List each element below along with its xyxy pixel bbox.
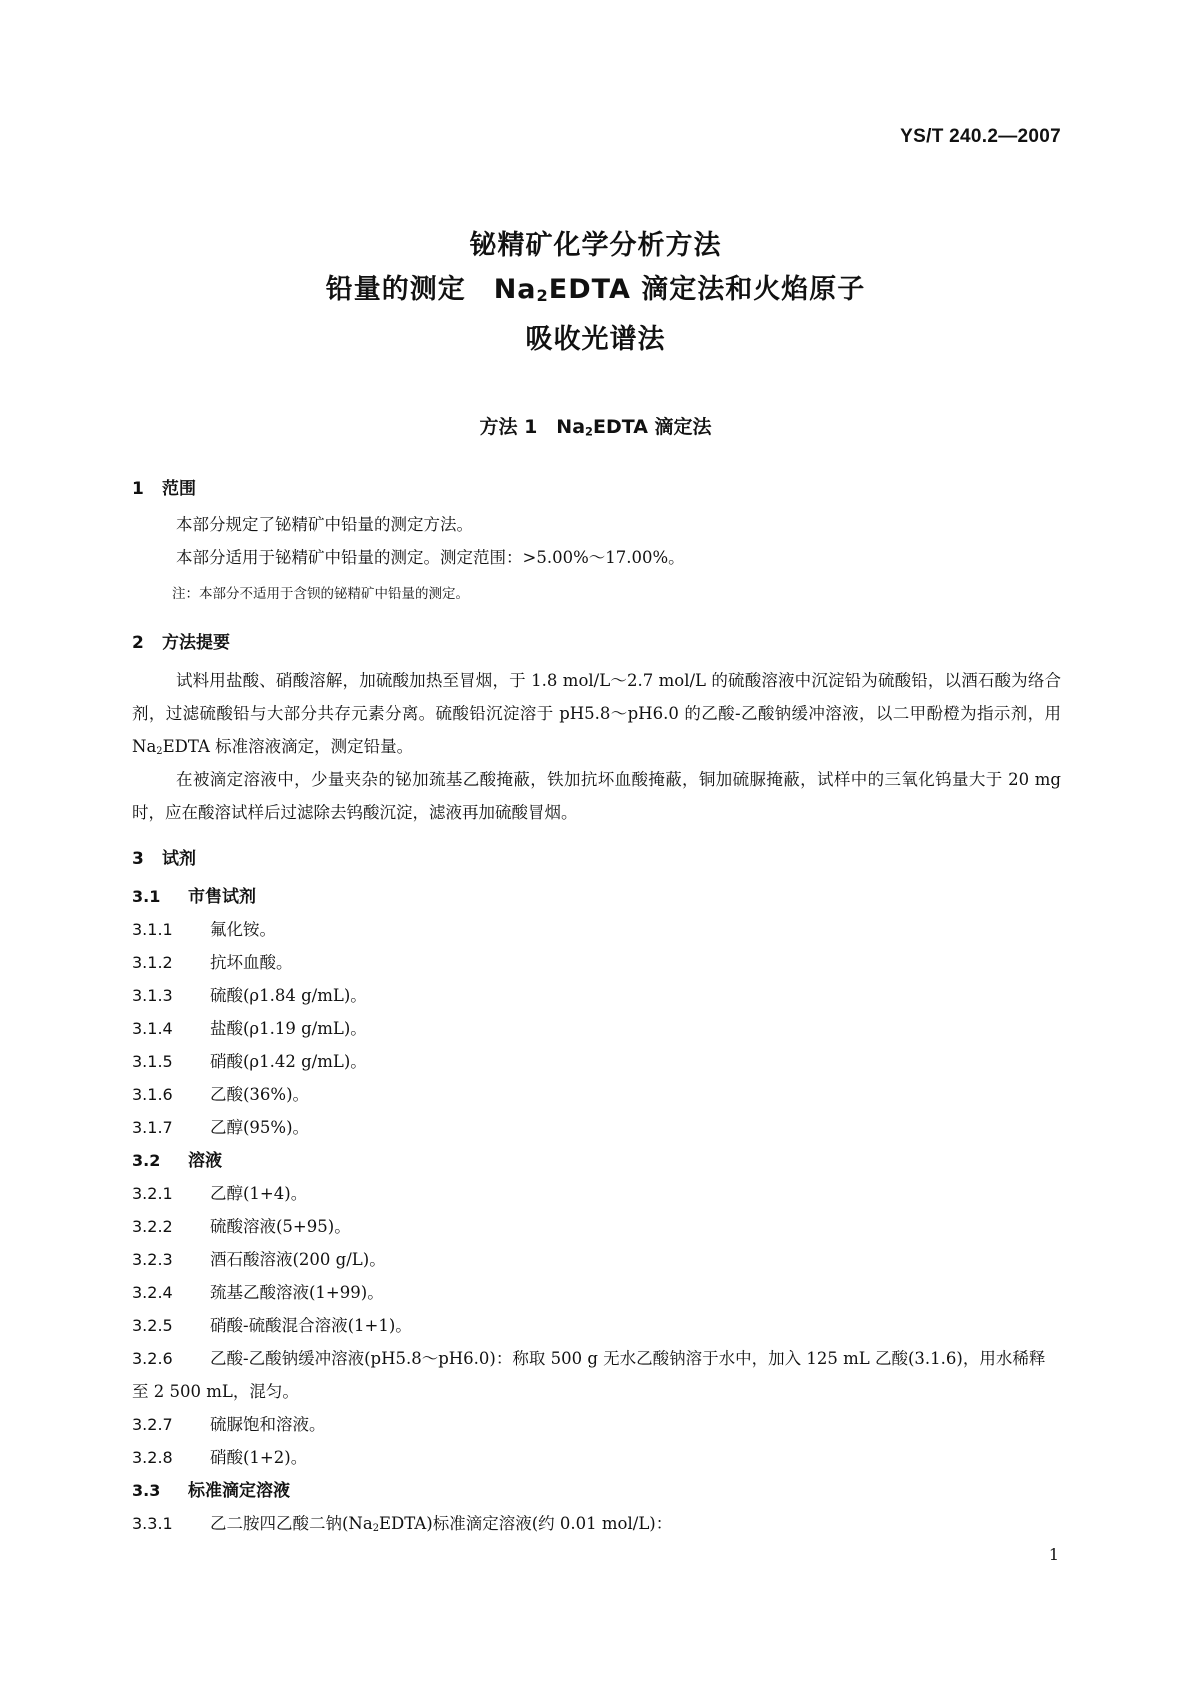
item-number: 3.1.1 [132, 920, 173, 939]
title-line-2-part-b: EDTA 滴定法和火焰原子 [548, 274, 866, 305]
section-1-note: 注：本部分不适用于含钡的铋精矿中铅量的测定。 [172, 586, 469, 602]
subsection-number: 3.2 [132, 1151, 161, 1170]
method-subscript: 2 [585, 424, 593, 439]
document-title [0, 224, 1191, 362]
item-text: 硫脲饱和溶液。 [210, 1415, 326, 1434]
item-text: 氟化铵。 [210, 920, 276, 939]
item-text: 盐酸(ρ1.19 g/mL)。 [210, 1019, 367, 1038]
item-text: 硝酸(1+2)。 [210, 1448, 308, 1467]
section-1-para-2: 本部分适用于铋精矿中铅量的测定。测定范围：>5.00%～17.00%。 [176, 548, 685, 567]
item-number: 3.2.7 [132, 1415, 173, 1434]
item-number: 3.1.3 [132, 986, 173, 1005]
item-text: 硫酸(ρ1.84 g/mL)。 [210, 986, 367, 1005]
subsection-number: 3.3 [132, 1481, 161, 1500]
item-text-b: EDTA)标准滴定溶液(约 0.01 mol/L)： [379, 1514, 673, 1533]
item-text: 酒石酸溶液(200 g/L)。 [210, 1250, 386, 1269]
method-title-part-a: 方法 1 Na [479, 416, 586, 438]
item-text: 乙醇(95%)。 [210, 1118, 310, 1137]
list-item [132, 1243, 1061, 1276]
list-item [132, 1276, 1061, 1309]
title-line-3: 吸收光谱法 [525, 324, 666, 356]
section-3-heading [132, 844, 196, 869]
section-number: 2 [132, 633, 144, 653]
list-item [132, 1342, 1061, 1408]
item-text: 抗坏血酸。 [210, 953, 293, 972]
item-3-3-1 [132, 1507, 1061, 1545]
item-number: 3.1.6 [132, 1085, 173, 1104]
page-number: 1 [1048, 1545, 1059, 1564]
list-item [132, 1309, 1061, 1342]
section-2-subscript: 2 [156, 745, 163, 757]
item-text: 硫酸溶液(5+95)。 [210, 1217, 351, 1236]
list-item [132, 1045, 1061, 1078]
item-number: 3.1.7 [132, 1118, 173, 1137]
method-title-part-b: EDTA 滴定法 [592, 416, 712, 438]
section-2-para-2: 在被滴定溶液中，少量夹杂的铋加巯基乙酸掩蔽，铁加抗坏血酸掩蔽，铜加硫脲掩蔽，试样中的三氧化钨量大于 20 mg 时，应在酸溶试样后过滤除去钨酸沉淀，滤液再加硫酸冒烟。 [132, 770, 1061, 822]
item-number: 3.3.1 [132, 1514, 173, 1533]
subsection-3-1-heading [132, 880, 1061, 914]
standard-code: YS/T 240.2—2007 [900, 126, 1061, 147]
list-item [132, 946, 1061, 979]
list-item [132, 1441, 1061, 1474]
section-2-para-1 [132, 664, 1061, 768]
section-title: 试剂 [162, 849, 196, 869]
section-2-para-1-text-a: 试料用盐酸、硝酸溶解，加硫酸加热至冒烟，于 1.8 mol/L～2.7 mol/L 的硫酸溶液中沉淀铅为硫酸铅，以酒石酸为络合剂，过滤硫酸铅与大部分共存元素分离。硫酸铅沉淀溶于 pH5.8～pH6.0 的乙酸-乙酸钠缓冲溶液，以二甲酚橙为指示剂，用 Na [132, 671, 1061, 756]
method-title [0, 412, 1191, 439]
item-number: 3.2.2 [132, 1217, 173, 1236]
title-line-2-part-a: 铅量的测定 Na [325, 274, 537, 305]
item-text: 乙醇(1+4)。 [210, 1184, 308, 1203]
item-number: 3.2.8 [132, 1448, 173, 1467]
title-subscript: 2 [536, 286, 549, 306]
item-text: 乙酸(36%)。 [210, 1085, 310, 1104]
section-title: 方法提要 [162, 633, 230, 653]
item-number: 3.1.4 [132, 1019, 173, 1038]
list-item [132, 913, 1061, 946]
item-text: 乙酸-乙酸钠缓冲溶液(pH5.8～pH6.0)：称取 500 g 无水乙酸钠溶于水中，加入 125 mL 乙酸(3.1.6)，用水稀释至 2 500 mL，混匀。 [132, 1349, 1046, 1401]
item-number: 3.2.4 [132, 1283, 173, 1302]
item-number: 3.1.5 [132, 1052, 173, 1071]
subsection-3-3-heading [132, 1474, 1061, 1508]
subsection-number: 3.1 [132, 887, 161, 906]
item-number: 3.2.3 [132, 1250, 173, 1269]
list-item [132, 979, 1061, 1012]
subsection-3-2-heading [132, 1144, 1061, 1178]
list-item [132, 1078, 1061, 1111]
item-text: 硝酸-硫酸混合溶液(1+1)。 [210, 1316, 412, 1335]
section-2-para-1-text-b: EDTA 标准溶液滴定，测定铅量。 [162, 737, 414, 756]
list-item [132, 1177, 1061, 1210]
item-number: 3.2.5 [132, 1316, 173, 1335]
subsection-title: 标准滴定溶液 [188, 1481, 290, 1501]
list-item [132, 1012, 1061, 1045]
list-item [132, 1111, 1061, 1144]
item-number: 3.2.1 [132, 1184, 173, 1203]
title-line-2 [0, 268, 1191, 318]
item-text-a: 乙二胺四乙酸二钠(Na [210, 1514, 373, 1533]
section-1-para-1: 本部分规定了铋精矿中铅量的测定方法。 [176, 515, 473, 534]
item-text: 巯基乙酸溶液(1+99)。 [210, 1283, 384, 1302]
section-number: 3 [132, 849, 144, 869]
item-number: 3.2.6 [132, 1349, 173, 1368]
list-item [132, 1408, 1061, 1441]
item-number: 3.1.2 [132, 953, 173, 972]
title-line-1: 铋精矿化学分析方法 [469, 230, 722, 261]
subsection-title: 市售试剂 [188, 887, 256, 907]
item-subscript: 2 [372, 1522, 380, 1534]
section-title: 范围 [162, 479, 196, 499]
section-number: 1 [132, 479, 144, 499]
subsection-title: 溶液 [188, 1151, 222, 1171]
item-text: 硝酸(ρ1.42 g/mL)。 [210, 1052, 367, 1071]
list-item [132, 1210, 1061, 1243]
section-2-heading [132, 628, 230, 653]
section-1-heading [132, 474, 196, 499]
